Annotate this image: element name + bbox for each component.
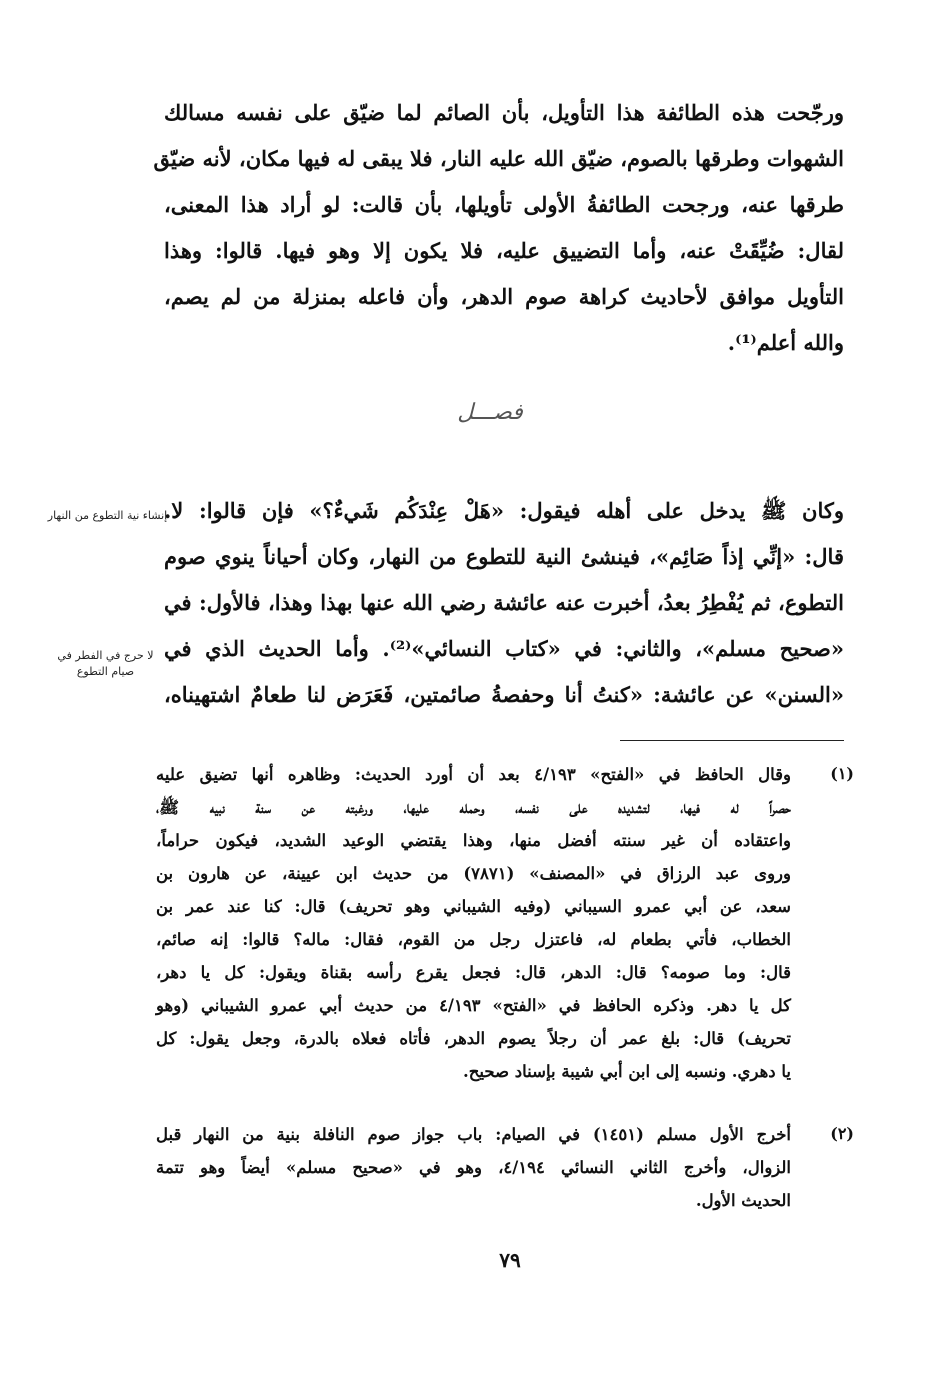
footnote-line: الخطاب، فأتي بطعام له، فاعتزل رجل من القوم، فقال: ماله؟ قالوا: إنه صائم،: [156, 930, 791, 949]
paragraph-line: قال: «إنِّي إذاً صَائِم»، فينشئ النية للتطوع من النهار، وكان أحياناً ينوي صوم: [164, 544, 844, 569]
footnote-line: كل يا دهر. وذكره الحافظ في «الفتح» ٤/١٩٣ من حديث أبي عمرو الشيباني (وهو: [156, 996, 791, 1015]
footnote-line: قال: وما صومه؟ قال: الدهر، قال: فجعل يقرع رأسه بقناة ويقول: كل يا دهر،: [156, 963, 791, 982]
footnote-number: (٢): [830, 1124, 854, 1143]
paragraph-line: طرقها عنه، ورجحت الطائفةُ الأولى تأويلها، بأن قالت: لو أراد هذا المعنى،: [164, 192, 844, 217]
footnote-line: سعد، عن أبي عمرو السيباني (وفيه الشيباني وهو تحريف) قال: كنا عند عمر بن: [156, 897, 791, 916]
page-number: ٧٩: [499, 1248, 521, 1272]
footnote-line: يا دهري. ونسبه إلى ابن أبي شيبة بإسناد صحيح.: [463, 1062, 791, 1081]
footnote-separator: [620, 740, 844, 741]
paragraph-line: «صحيح مسلم»، والثاني: في «كتاب النسائي»⁽²⁾. وأما الحديث الذي في: [164, 636, 844, 661]
paragraph-line: الشهوات وطرقها بالصوم، ضيّق الله عليه النار، فلا يبقى له فيها مكان، لأنه ضيّق: [153, 146, 844, 171]
paragraph-line: والله أعلم⁽¹⁾.: [727, 330, 844, 355]
paragraph-line: «السنن» عن عائشة: «كنتُ أنا وحفصةُ صائمتين، فَعَرَض لنا طعامٌ اشتهيناه،: [164, 682, 844, 707]
margin-note: إنشاء نية التطوع من النهار: [47, 509, 168, 522]
footnote-line: تحريف) قال: بلغ عمر أن رجلاً يصوم الدهر، فأتاه فعلاه بالدرة، وجعل يقول: كل: [156, 1029, 791, 1048]
footnote-line: الزوال، وأخرج الثاني النسائي ٤/١٩٤، وهو في «صحيح مسلم» أيضاً وهو تتمة: [156, 1158, 791, 1177]
footnote-line: وروى عبد الرزاق في «المصنف» (٧٨٧١) من حديث ابن عيينة، عن هارون بن: [156, 864, 791, 883]
footnote-line: حصراً له فيها، لتشديده على نفسه، وحمله عليها، ورغبته عن سنة نبيه ﷺ،: [156, 798, 791, 817]
section-heading: فصـــل: [457, 400, 523, 425]
footnote-line: أخرج الأول مسلم (١٤٥١) في الصيام: باب جواز صوم النافلة بنية من النهار قبل: [156, 1125, 791, 1144]
paragraph-line: لقال: ضُيِّقَتْ عنه، وأما التضييق عليه، فلا يكون إلا وهو فيها. قالوا: وهذا: [164, 238, 844, 263]
margin-note: لا حرج في الفطر في صيام التطوع: [57, 649, 154, 678]
footnote-line: واعتقاده أن غير سنته أفضل منها، وهذا يقتضي الوعيد الشديد، فيكون حراماً،: [156, 831, 791, 850]
paragraph-line: ورجّحت هذه الطائفة هذا التأويل، بأن الصائم لما ضيّق على نفسه مسالك: [164, 100, 844, 125]
paragraph-line: وكان ﷺ يدخل على أهله فيقول: «هَلْ عِنْدَكُم شَيءٌ؟» فإن قالوا: لا.: [164, 498, 844, 523]
paragraph-line: التأويل موافق لأحاديث كراهة صوم الدهر، وأن فاعله بمنزلة من لم يصم،: [164, 284, 844, 309]
footnote-number: (١): [830, 764, 854, 783]
paragraph-line: التطوع، ثم يُفْطِرُ بعدُ، أخبرت عنه عائشة رضي الله عنها بهذا وهذا، فالأول: في: [164, 590, 844, 615]
footnote-line: الحديث الأول.: [695, 1191, 791, 1210]
footnote-line: وقال الحافظ في «الفتح» ٤/١٩٣ بعد أن أورد الحديث: وظاهره أنها تضيق عليه: [156, 765, 791, 784]
